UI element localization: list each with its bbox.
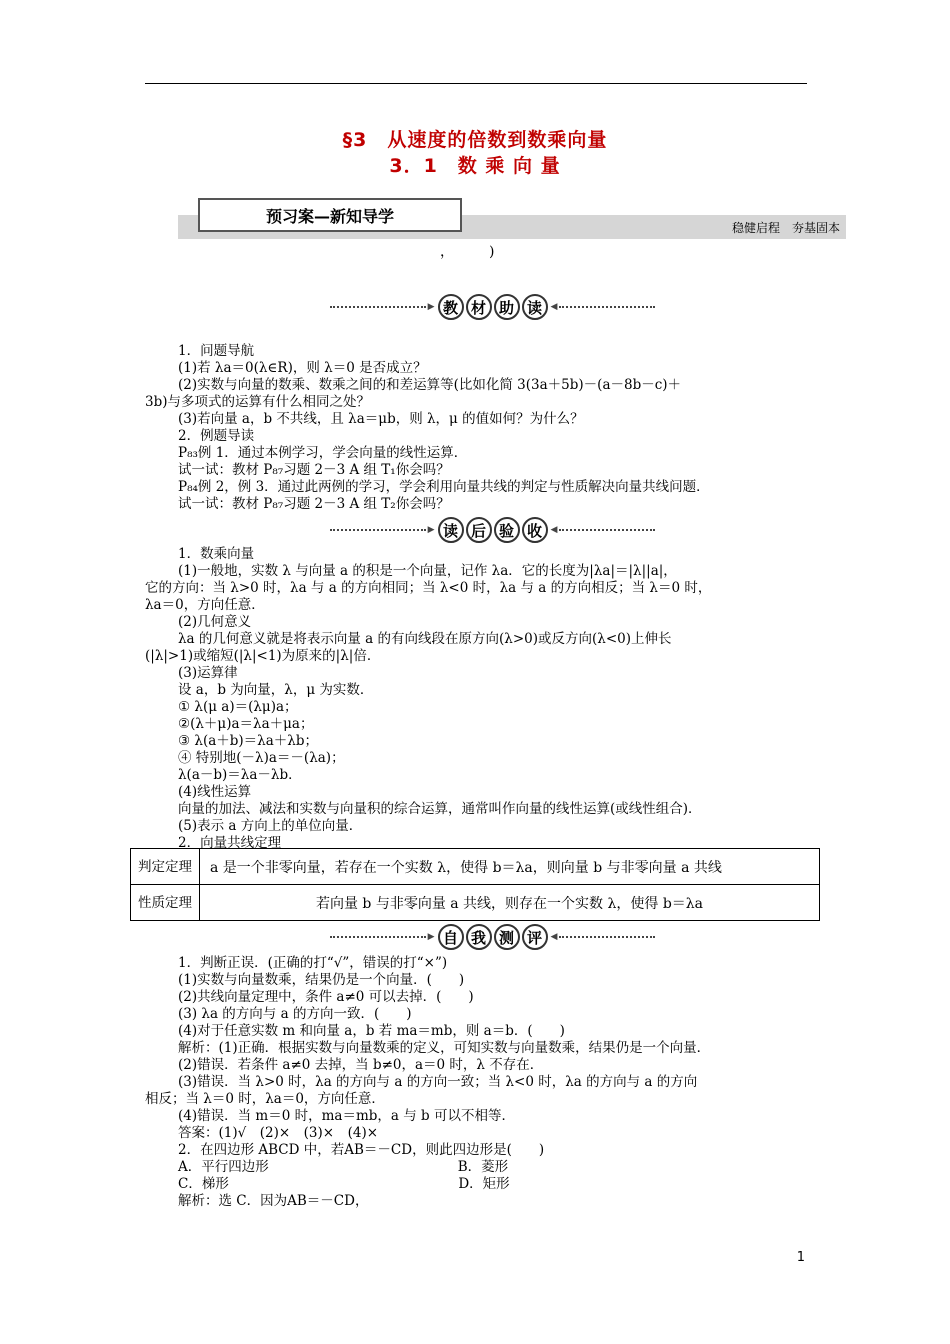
arrow-left-icon: ◀ — [550, 525, 558, 535]
text-line: (2)错误．若条件 a≠0 去掉，当 b≠0，a＝0 时，λ 不存在． — [178, 1057, 544, 1073]
text-line: 解析：(1)正确．根据实数与向量数乘的定义，可知实数与向量数乘，结果仍是一个向量． — [178, 1040, 711, 1056]
text-line: (1)若 λa＝0(λ∈R)，则 λ＝0 是否成立？ — [178, 360, 427, 376]
collinear-theorem-table — [130, 848, 820, 921]
table-cell-text: 若向量 b 与非零向量 a 共线，则存在一个实数 λ，使得 b＝λa — [200, 885, 820, 921]
text-block — [145, 955, 820, 1210]
section-bar-label: 预习案—新知导学 — [198, 198, 462, 232]
text-line: (2)共线向量定理中，条件 a≠0 可以去掉．( ) — [178, 989, 474, 1005]
page-title: §3 从速度的倍数到数乘向量 — [342, 129, 608, 151]
text-line: P₈₃例 1．通过本例学习，学会向量的线性运算． — [178, 445, 468, 461]
text-line: ③ λ(a＋b)＝λa＋λb； — [178, 733, 318, 749]
text-line: ① λ(μ a)＝(λμ)a； — [178, 699, 298, 715]
section-heading-self-test — [330, 922, 655, 952]
arrow-right-icon: ▶ — [427, 525, 435, 535]
stray-mark: ， ) — [440, 244, 495, 260]
text-line: 1．数乘向量 — [178, 546, 255, 562]
heading-char: 评 — [522, 924, 548, 950]
text-line: (5)表示 a 方向上的单位向量． — [178, 818, 363, 834]
text-line: 它的方向：当 λ>0 时，λa 与 a 的方向相同；当 λ<0 时，λa 与 a 的方向相反；当 λ＝0 时， — [145, 580, 712, 596]
heading-char: 收 — [522, 517, 548, 543]
text-line: 3b)与多项式的运算有什么相同之处？ — [145, 394, 370, 410]
text-line: λa 的几何意义就是将表示向量 a 的有向线段在原方向(λ>0)或反方向(λ<0)上伸长 — [178, 631, 672, 647]
page-subtitle: 3．1 数 乘 向 量 — [389, 155, 561, 177]
text-line: (|λ|>1)或缩短(|λ|<1)为原来的|λ|倍． — [145, 648, 381, 664]
text-line: (1)一般地，实数 λ 与向量 a 的积是一个向量，记作 λa．它的长度为|λa|＝|λ||a|， — [178, 563, 677, 579]
text-line: C．梯形 D．矩形 — [178, 1176, 510, 1192]
heading-char: 材 — [466, 294, 492, 320]
table-row — [131, 885, 820, 921]
text-line: (4)对于任意实数 m 和向量 a，b 若 ma＝mb，则 a＝b．( ) — [178, 1023, 565, 1039]
text-line: 试一试：教材 P₈₇习题 2－3 A 组 T₁你会吗？ — [178, 462, 450, 478]
text-line: 1．判断正误．(正确的打“√”，错误的打“×”) — [178, 955, 448, 971]
text-line: P₈₄例 2，例 3．通过此两例的学习，学会利用向量共线的判定与性质解决向量共线问题． — [178, 479, 710, 495]
arrow-right-icon: ▶ — [427, 932, 435, 942]
arrow-left-icon: ◀ — [550, 932, 558, 942]
text-block — [145, 343, 820, 513]
text-line: A．平行四边形 B．菱形 — [178, 1159, 509, 1175]
heading-char: 教 — [438, 294, 464, 320]
text-line: 解析：选 C．因为AB＝－CD， — [178, 1193, 369, 1209]
text-line: 向量的加法、减法和实数与向量积的综合运算，通常叫作向量的线性运算(或线性组合)． — [178, 801, 702, 817]
text-line: ④ 特别地(－λ)a＝－(λa)； — [178, 750, 345, 766]
text-line: 设 a，b 为向量，λ，μ 为实数． — [178, 682, 374, 698]
dotted-rule — [330, 936, 426, 938]
dotted-rule — [330, 306, 426, 308]
header-rule — [145, 83, 807, 84]
text-line: (2)实数与向量的数乘、数乘之间的和差运算等(比如化简 3(3a＋5b)－(a－8b－c)＋ — [178, 377, 682, 393]
text-line: (3)错误．当 λ>0 时，λa 的方向与 a 的方向一致；当 λ<0 时，λa 的方向与 a 的方向 — [178, 1074, 698, 1090]
dotted-rule — [330, 529, 426, 531]
page-number: 1 — [796, 1250, 805, 1265]
section-heading-textbook — [330, 292, 655, 322]
text-line: 相反；当 λ＝0 时，λa＝0，方向任意． — [145, 1091, 385, 1107]
text-line: ②(λ＋μ)a＝λa＋μa； — [178, 716, 314, 732]
text-line: (2)几何意义 — [178, 614, 252, 630]
table-cell-text: a 是一个非零向量，若存在一个实数 λ，使得 b＝λa，则向量 b 与非零向量 a 共线 — [200, 849, 820, 885]
table-row — [131, 849, 820, 885]
text-line: 1．问题导航 — [178, 343, 255, 359]
table-cell-label: 判定定理 — [131, 849, 200, 885]
section-heading-review — [330, 515, 655, 545]
text-line: (3)若向量 a，b 不共线，且 λa＝μb，则 λ，μ 的值如何？为什么？ — [178, 411, 584, 427]
dotted-rule — [559, 306, 655, 308]
text-block — [145, 546, 820, 852]
heading-char: 测 — [494, 924, 520, 950]
heading-char: 后 — [466, 517, 492, 543]
heading-char: 读 — [438, 517, 464, 543]
text-line: 2．例题导读 — [178, 428, 255, 444]
text-line: (3)运算律 — [178, 665, 238, 681]
arrow-right-icon: ▶ — [427, 302, 435, 312]
dotted-rule — [559, 936, 655, 938]
text-line: 试一试：教材 P₈₇习题 2－3 A 组 T₂你会吗？ — [178, 496, 450, 512]
text-line: (4)错误．当 m＝0 时，ma＝mb，a 与 b 可以不相等． — [178, 1108, 515, 1124]
text-line: 2．在四边形 ABCD 中，若AB＝－CD，则此四边形是( ) — [178, 1142, 545, 1158]
text-line: (4)线性运算 — [178, 784, 252, 800]
text-line: (3) λa 的方向与 a 的方向一致．( ) — [178, 1006, 412, 1022]
heading-char: 读 — [522, 294, 548, 320]
dotted-rule — [559, 529, 655, 531]
text-line: (1)实数与向量数乘，结果仍是一个向量．( ) — [178, 972, 465, 988]
text-line: λ(a－b)＝λa－λb． — [178, 767, 302, 783]
heading-char: 自 — [438, 924, 464, 950]
arrow-left-icon: ◀ — [550, 302, 558, 312]
section-bar-motto: 稳健启程 夯基固本 — [731, 221, 840, 235]
table-cell-label: 性质定理 — [131, 885, 200, 921]
text-line: 2．向量共线定理 — [178, 835, 282, 851]
text-line: 答案：(1)√ (2)× (3)× (4)× — [178, 1125, 379, 1141]
heading-char: 验 — [494, 517, 520, 543]
heading-char: 助 — [494, 294, 520, 320]
text-line: λa＝0，方向任意． — [145, 597, 265, 613]
heading-char: 我 — [466, 924, 492, 950]
